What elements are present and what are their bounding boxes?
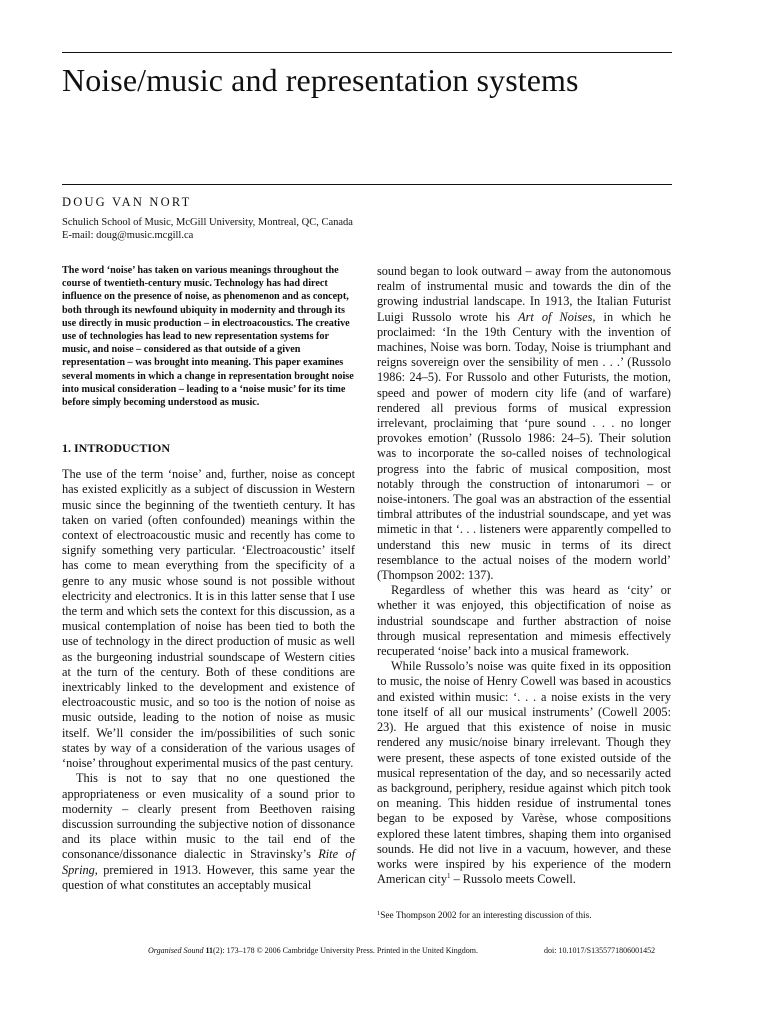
right-paragraph-3-text: While Russolo’s noise was quite fixed in its opposition to music, the noise of Henry Cowell was based in acoustics and existed within music: ‘. . . a noise exists in the very tone itself of all our musical instruments’ (Cowell 2005: 23). He argued that this existence of noise in music rendered any music/noise binary irrelevant. Though they were present, these aspects of tone existed outside of the musical representation of the day, and so necessarily acted as background, periphery, residue against which pitch took on meaning. This hidden residue of instrumental tones began to be exposed by Varèse, whose compositions explored these latent timbres, shaping them into organised sounds. He did not live in a vacuum, however, and these works were inspired by his experience of the modern American city [377, 659, 671, 887]
affiliation-block [62, 216, 353, 242]
footnote-reference[interactable]: 1 [447, 872, 451, 881]
footer-journal: Organised Sound [148, 946, 204, 955]
paper-title: Noise/music and representation systems [62, 62, 579, 98]
footer-doi[interactable]: doi: 10.1017/S1355771806001452 [544, 946, 656, 955]
intro-paragraph-2 [62, 771, 355, 893]
right-paragraph-1-start: sound began to look outward – away from the autonomous realm of instrumental music and towards the din of the growing industrial landscape. In 1913, the Italian Futurist Luigi Russolo wrote his [377, 264, 671, 324]
title-rule [62, 184, 672, 185]
intro-paragraph-2-start: This is not to say that no one questioned the appropriateness or even musicality of a sound prior to modernity – clearly present from Beethoven raising discussion surrounding the subjective notion of dissonance and its place within music to the tail end of the consonance/dissonance dialectic in Stravinsky’s [62, 771, 355, 862]
right-paragraph-1 [377, 264, 671, 583]
right-column [377, 264, 671, 887]
right-paragraph-2: Regardless of whether this was heard as ‘city’ or whether it was enjoyed, this objectification of noise as industrial soundscape and further abstraction of noise through musical representation and mimesis effectively recuperated ‘noise’ back into a musical framework. [377, 583, 671, 659]
top-rule [62, 52, 672, 53]
right-paragraph-3 [377, 659, 671, 887]
footnote [377, 908, 671, 922]
author-name: DOUG VAN NORT [62, 195, 192, 209]
intro-paragraph-2-end: , premiered in 1913. However, this same year the question of what constitutes an acceptably musical [62, 862, 355, 892]
footnote-mark: 1 [377, 910, 381, 917]
footer-volume: 11 [205, 946, 214, 955]
intro-paragraph-1: The use of the term ‘noise’ and, further, noise as concept has existed explicitly as a subject of discussion in Western music since the beginning of the twentieth century. It has taken on varied (often confounded) meanings within the context of electroacoustic music and recently has come to signify something very particular. ‘Electroacoustic’ itself has come to mean everything from the specificity of a genre to any music whose sound is not possible without electricity and electronics. It is in this latter sense that I use the term and which sets the context for this discussion, as a musical contemplation of noise has been tied to both the use of technology in the direct production of music as well as the burgeoning industrial soundscape of Western cities at the turn of the century. Both of these conditions are inextricably linked to the development and existence of electroacoustic music, and so too is the notion of noise as music outside, leading to the notion of noise as music itself. We’ll consider the im/possibilities of such sonic states by way of a consideration of the various usages of ‘noise’ throughout experimental musics of the past century. [62, 467, 355, 771]
affiliation-email: E-mail: doug@music.mcgill.ca [62, 230, 194, 241]
work-title-art-of-noises: Art of Noises [518, 309, 593, 324]
page-footer [148, 946, 672, 956]
right-paragraph-1-end: , in which he proclaimed: ‘In the 19th Century with the invention of machines, Noise was born. Today, Noise is triumphant and reigns sovereign over the sensibility of men . . .’ (Russolo 1986: 24–5). For Russolo and other Futurists, the motion, speed and power of modern city life (and of warfare) rendered all previous forms of musical expression irrelevant, proclaiming that ‘pure sound . . . no longer provokes emotion’ (Russolo 1986: 24–5). Their solution was to incorporate the so-called noises of technological progress into the fabric of musical composition, most notably through the construction of intonarumori – or noise-intoners. The goal was an abstraction of the essential timbral attributes of the industrial soundscape, and yet was mimetic in that ‘. . . listeners were apparently compelled to understand this new music in terms of its direct resemblance to the actual noises of the modern world’ (Thompson 2002: 137). [377, 309, 671, 583]
affiliation-institution: Schulich School of Music, McGill University, Montreal, QC, Canada [62, 217, 353, 228]
footnote-text: See Thompson 2002 for an interesting discussion of this. [380, 911, 592, 921]
footer-issue-pages: (2): 173–178 © 2006 Cambridge University Press. Printed in the United Kingdom. [213, 946, 478, 955]
right-paragraph-3-tail: – Russolo meets Cowell. [453, 872, 576, 887]
section-heading: 1. INTRODUCTION [62, 441, 171, 456]
abstract: The word ‘noise’ has taken on various meanings throughout the course of twentieth-century music. Technology has had direct influence on the presence of noise, as phenomenon and as concept, both through its newfound ubiquity in modernity and through its use directly in music production – in electroacoustics. The creative use of technologies has lead to new representation systems for music, and noise – considered as that outside of a given representation – was brought into meaning. This paper examines several moments in which a change in representation brought noise into musical consideration – leading to a ‘noise music’ for its time before simply becoming understood as music. [62, 265, 354, 409]
work-title-rite-of-spring: Rite of Spring [62, 847, 355, 877]
left-column [62, 264, 355, 893]
